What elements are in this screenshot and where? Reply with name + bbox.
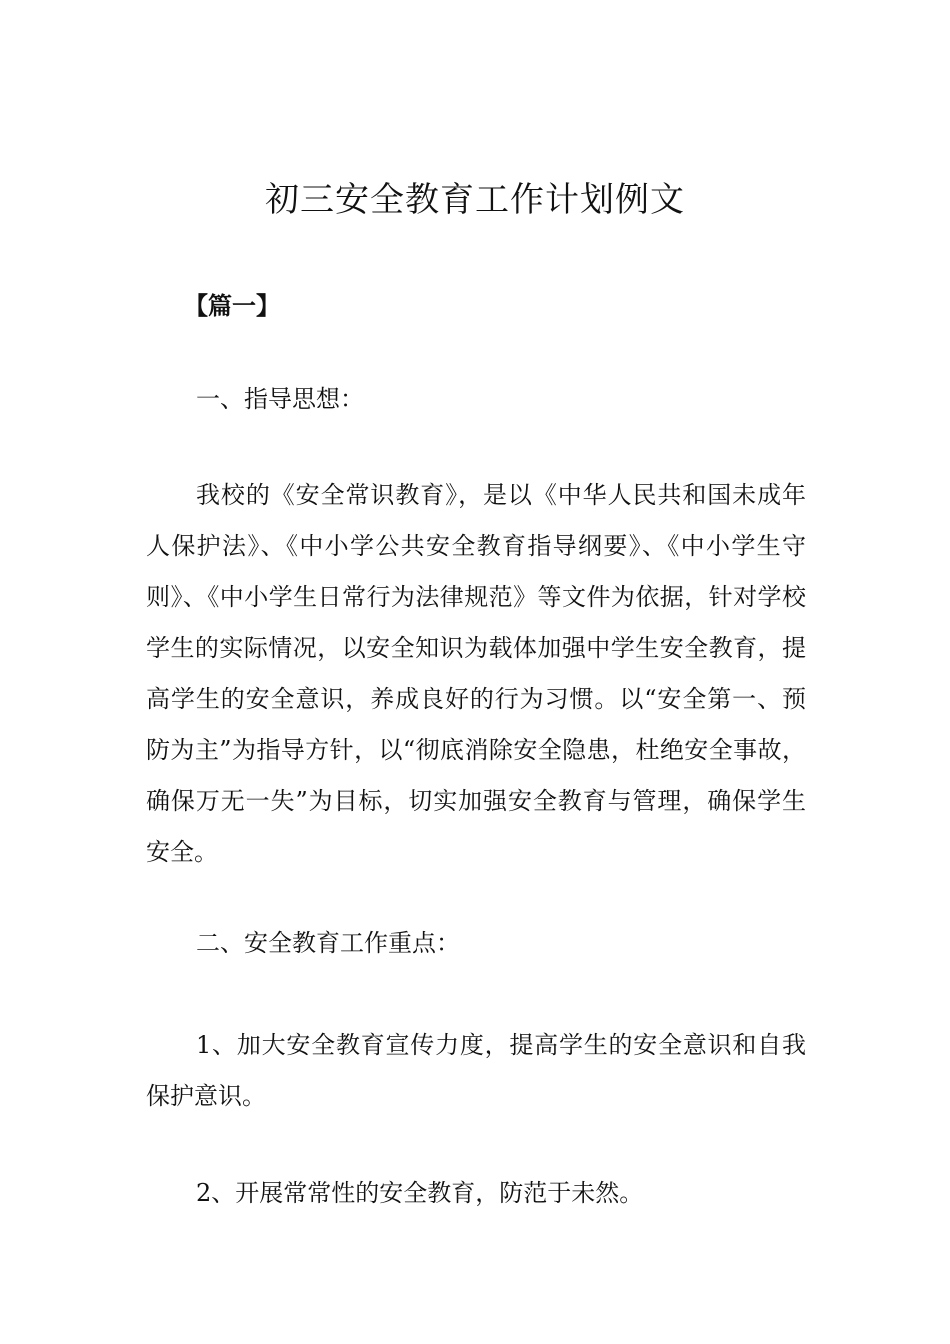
list-item-2: 2、开展常常性的安全教育，防范于未然。 bbox=[196, 1179, 644, 1207]
section-label: 【篇一】 bbox=[184, 291, 280, 320]
list-item-1: 1、加大安全教育宣传力度，提高学生的安全意识和自我保护意识。 bbox=[146, 1031, 806, 1110]
heading-work-focus: 二、安全教育工作重点： bbox=[196, 929, 460, 957]
paragraph-guiding-ideology: 我校的《安全常识教育》，是以《中华人民共和国未成年人保护法》、《中小学公共安全教育指导纲要》、《中小学生守则》、《中小学生日常行为法律规范》等文件为依据，针对学校学生的实际情况，以安全知识为载体加强中学生安全教育，提高学生的安全意识，养成良好的行为习惯。以“安全第一、预防为主”为指导方针，以“彻底消除安全隐患，杜绝安全事故，确保万无一失”为目标，切实加强安全教育与管理，确保学生安全。 bbox=[146, 481, 806, 866]
heading-guiding-ideology: 一、指导思想： bbox=[196, 385, 364, 413]
document-title: 初三安全教育工作计划例文 bbox=[265, 180, 685, 220]
